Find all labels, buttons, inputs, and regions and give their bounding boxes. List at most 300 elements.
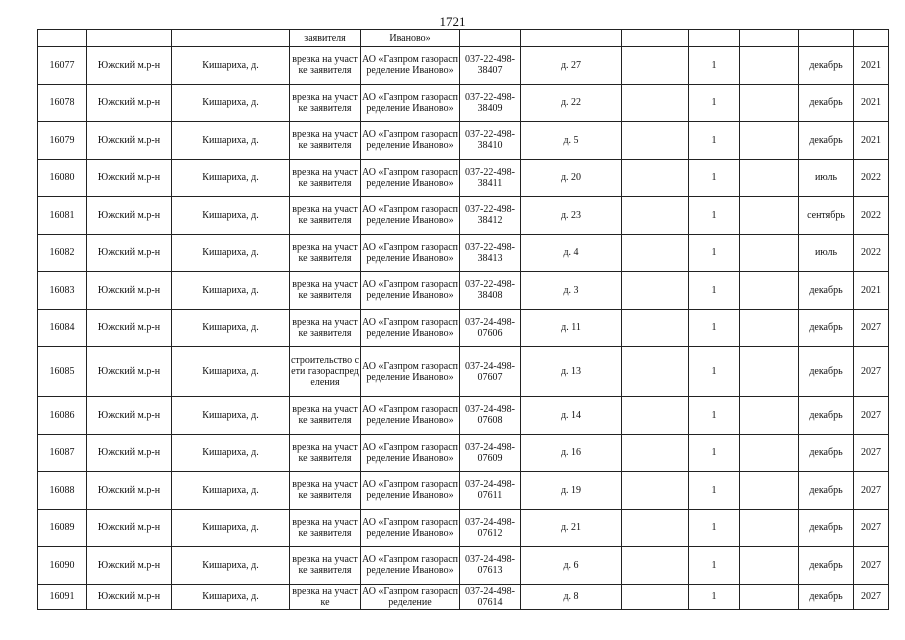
cell-blank	[740, 547, 799, 585]
cell-qty-text: 1	[711, 591, 717, 602]
cell-blank	[622, 547, 689, 585]
cell-qty-text: 1	[711, 59, 717, 71]
cell-blank	[740, 47, 799, 85]
cell-district	[87, 234, 172, 272]
cell-code-text: 037-22-498-38413	[465, 241, 515, 264]
cell-month	[799, 509, 854, 547]
cell-house-text: д. 14	[560, 409, 582, 421]
cell-house-text: д. 21	[560, 522, 582, 534]
cell-qty	[689, 584, 740, 609]
cell-qty	[689, 547, 740, 585]
table-row	[38, 234, 889, 272]
cell-work-text: врезка на участке заявителя	[292, 404, 358, 427]
cell-year-text: 2027	[861, 322, 881, 334]
cell-work	[290, 509, 361, 547]
cell-year	[854, 509, 889, 547]
cell-num-text: 16081	[49, 209, 75, 221]
cell-house-text: д. 16	[560, 447, 582, 459]
cell-blank	[622, 309, 689, 347]
cell-year	[854, 30, 889, 47]
cell-org	[361, 347, 460, 397]
cell-blank	[622, 472, 689, 510]
cell-qty-text: 1	[711, 134, 717, 146]
cell-org-text: АО «Газпром газораспределение Иваново»	[361, 241, 458, 264]
table-row	[38, 159, 889, 197]
cell-month	[799, 584, 854, 609]
cell-house-text: д. 6	[563, 559, 579, 571]
cell-org	[361, 509, 460, 547]
cell-district	[87, 509, 172, 547]
cell-year	[854, 547, 889, 585]
cell-village-text: Кишариха, д.	[202, 366, 259, 377]
cell-work-text: врезка на участке заявителя	[292, 54, 358, 77]
cell-blank	[740, 84, 799, 122]
cell-blank	[622, 30, 689, 47]
cell-org-text: АО «Газпром газораспределение Иваново»	[361, 129, 458, 152]
cell-district-text: Южский м.р-н	[97, 559, 161, 571]
cell-qty	[689, 197, 740, 235]
cell-code	[460, 47, 521, 85]
cell-village-text: Кишариха, д.	[202, 409, 259, 421]
cell-work	[290, 472, 361, 510]
cell-village	[172, 309, 290, 347]
cell-qty-text: 1	[711, 97, 717, 109]
table-row	[38, 347, 889, 397]
cell-year-text: 2022	[861, 209, 881, 221]
cell-work-text: врезка на участке заявителя	[292, 166, 358, 189]
cell-house	[521, 122, 622, 160]
cell-village	[172, 347, 290, 397]
cell-work	[290, 159, 361, 197]
cell-house	[521, 472, 622, 510]
cell-qty-text: 1	[711, 484, 717, 496]
cell-month	[799, 547, 854, 585]
cell-num-text: 16080	[49, 172, 75, 184]
cell-village-text: Кишариха, д.	[202, 591, 259, 602]
cell-village	[172, 30, 290, 47]
cell-month-text: декабрь	[809, 284, 843, 296]
cell-work	[290, 122, 361, 160]
cell-year	[854, 472, 889, 510]
cell-year-text: 2021	[861, 134, 881, 146]
cell-code-text: 037-22-498-38409	[465, 91, 515, 114]
cell-month	[799, 347, 854, 397]
cell-blank	[740, 434, 799, 472]
cell-num	[38, 234, 87, 272]
cell-org-text: АО «Газпром газораспределение Иваново»	[361, 516, 458, 539]
cell-blank	[622, 347, 689, 397]
cell-code-text: 037-24-498-07606	[465, 316, 515, 339]
cell-blank	[740, 397, 799, 435]
cell-year-text: 2021	[861, 284, 881, 296]
cell-village-text: Кишариха, д.	[202, 209, 259, 221]
cell-num	[38, 197, 87, 235]
cell-month-text: декабрь	[809, 447, 843, 459]
cell-qty	[689, 309, 740, 347]
cell-org	[361, 30, 460, 47]
cell-month-text: декабрь	[809, 522, 843, 534]
cell-qty-text: 1	[711, 447, 717, 459]
cell-house-text: д. 22	[560, 97, 582, 109]
cell-num	[38, 472, 87, 510]
cell-work-text: врезка на участке заявителя	[292, 441, 358, 464]
cell-num	[38, 84, 87, 122]
cell-house-text: д. 20	[560, 172, 582, 184]
cell-blank	[622, 47, 689, 85]
cell-month-text: декабрь	[809, 366, 843, 377]
cell-house	[521, 197, 622, 235]
cell-house	[521, 309, 622, 347]
cell-village-text: Кишариха, д.	[202, 322, 259, 334]
cell-year	[854, 309, 889, 347]
cell-month	[799, 234, 854, 272]
cell-month	[799, 159, 854, 197]
cell-village	[172, 84, 290, 122]
cell-work-text: врезка на участке заявителя	[292, 129, 358, 152]
cell-month	[799, 272, 854, 310]
cell-district-text: Южский м.р-н	[97, 97, 161, 109]
cell-work	[290, 584, 361, 609]
cell-year	[854, 584, 889, 609]
cell-district	[87, 434, 172, 472]
cell-year-text: 2022	[861, 247, 881, 259]
cell-org	[361, 397, 460, 435]
cell-work	[290, 547, 361, 585]
cell-qty-text: 1	[711, 409, 717, 421]
cell-district-text: Южский м.р-н	[97, 284, 161, 296]
cell-district	[87, 584, 172, 609]
cell-year	[854, 347, 889, 397]
cell-org-text: АО «Газпром газораспределение	[361, 585, 458, 608]
cell-village-text: Кишариха, д.	[202, 284, 259, 296]
cell-qty	[689, 159, 740, 197]
cell-blank	[622, 122, 689, 160]
table-row	[38, 509, 889, 547]
cell-house	[521, 547, 622, 585]
cell-work	[290, 234, 361, 272]
cell-org	[361, 272, 460, 310]
cell-village	[172, 272, 290, 310]
cell-qty	[689, 122, 740, 160]
cell-num	[38, 122, 87, 160]
cell-house-text: д. 13	[560, 366, 582, 377]
cell-month	[799, 309, 854, 347]
cell-village-text: Кишариха, д.	[202, 247, 259, 259]
cell-year	[854, 159, 889, 197]
cell-org	[361, 84, 460, 122]
cell-org	[361, 472, 460, 510]
table-row	[38, 434, 889, 472]
cell-qty	[689, 234, 740, 272]
cell-org	[361, 434, 460, 472]
cell-org	[361, 584, 460, 609]
cell-qty-text: 1	[711, 366, 717, 377]
cell-district	[87, 397, 172, 435]
cell-village	[172, 197, 290, 235]
cell-num	[38, 159, 87, 197]
cell-village	[172, 547, 290, 585]
cell-village	[172, 584, 290, 609]
cell-house	[521, 272, 622, 310]
cell-village-text: Кишариха, д.	[202, 559, 259, 571]
cell-month-text: декабрь	[809, 409, 843, 421]
cell-blank	[622, 509, 689, 547]
cell-qty	[689, 472, 740, 510]
table-body	[38, 30, 889, 610]
cell-qty-text: 1	[711, 559, 717, 571]
cell-village-text: Кишариха, д.	[202, 59, 259, 71]
cell-code	[460, 584, 521, 609]
cell-district	[87, 472, 172, 510]
table-row	[38, 397, 889, 435]
cell-code-text: 037-22-498-38407	[465, 54, 515, 77]
table-row	[38, 547, 889, 585]
cell-code	[460, 30, 521, 47]
cell-blank	[622, 197, 689, 235]
cell-work	[290, 397, 361, 435]
cell-num-text: 16087	[49, 447, 75, 459]
table-row	[38, 584, 889, 609]
cell-code	[460, 234, 521, 272]
cell-year	[854, 84, 889, 122]
cell-work-text: врезка на участке заявителя	[292, 241, 358, 264]
cell-blank	[622, 397, 689, 435]
cell-house-text: д. 8	[563, 591, 579, 602]
cell-house-text: д. 23	[560, 209, 582, 221]
cell-code	[460, 509, 521, 547]
cell-num	[38, 434, 87, 472]
cell-village-text: Кишариха, д.	[202, 447, 259, 459]
cell-work	[290, 309, 361, 347]
cell-work-text: врезка на участке заявителя	[292, 554, 358, 577]
cell-district-text: Южский м.р-н	[97, 366, 161, 377]
cell-blank	[740, 159, 799, 197]
cell-work-text: врезка на участке заявителя	[292, 204, 358, 227]
cell-year-text: 2027	[861, 447, 881, 459]
cell-blank	[622, 234, 689, 272]
cell-blank	[740, 234, 799, 272]
cell-qty-text: 1	[711, 522, 717, 534]
cell-qty	[689, 509, 740, 547]
cell-num-text: 16091	[49, 591, 75, 602]
cell-qty-text: 1	[711, 209, 717, 221]
cell-work-text: врезка на участке заявителя	[292, 479, 358, 502]
cell-org-text: АО «Газпром газораспределение Иваново»	[361, 554, 458, 577]
cell-num-text: 16090	[49, 559, 75, 571]
table-row	[38, 272, 889, 310]
cell-code-text: 037-24-498-07612	[465, 516, 515, 539]
cell-month	[799, 197, 854, 235]
cell-num-text: 16083	[49, 284, 75, 296]
cell-qty	[689, 397, 740, 435]
cell-district	[87, 197, 172, 235]
cell-code	[460, 197, 521, 235]
cell-work-text: врезка на участке	[292, 585, 358, 608]
cell-blank	[740, 472, 799, 510]
cell-district	[87, 547, 172, 585]
cell-code-text: 037-24-498-07609	[465, 441, 515, 464]
cell-org-text: АО «Газпром газораспределение Иваново»	[361, 166, 458, 189]
cell-code	[460, 397, 521, 435]
cell-qty	[689, 30, 740, 47]
cell-code-text: 037-22-498-38408	[465, 279, 515, 302]
cell-year	[854, 397, 889, 435]
cell-house-text: д. 19	[560, 484, 582, 496]
cell-org-text: АО «Газпром газораспределение Иваново»	[361, 316, 458, 339]
cell-blank	[622, 84, 689, 122]
cell-house-text: д. 27	[560, 59, 582, 71]
cell-month-text: июль	[814, 172, 838, 184]
cell-district-text: Южский м.р-н	[97, 59, 161, 71]
cell-org	[361, 159, 460, 197]
cell-org-text: АО «Газпром газораспределение Иваново»	[361, 441, 458, 464]
table-row	[38, 472, 889, 510]
cell-house	[521, 159, 622, 197]
cell-code-text: 037-22-498-38411	[465, 166, 515, 189]
cell-district-text: Южский м.р-н	[97, 134, 161, 146]
cell-code	[460, 122, 521, 160]
cell-month	[799, 47, 854, 85]
cell-qty	[689, 47, 740, 85]
cell-code	[460, 159, 521, 197]
cell-num-text: 16084	[49, 322, 75, 334]
cell-month	[799, 30, 854, 47]
cell-blank	[740, 30, 799, 47]
cell-code	[460, 547, 521, 585]
cell-village	[172, 509, 290, 547]
cell-house-text: д. 11	[561, 322, 581, 334]
cell-num	[38, 272, 87, 310]
cell-qty	[689, 347, 740, 397]
cell-work	[290, 272, 361, 310]
page-number: 1721	[439, 14, 466, 29]
cell-house	[521, 30, 622, 47]
cell-qty-text: 1	[711, 322, 717, 334]
cell-year-text: 2027	[861, 591, 881, 602]
cell-num	[38, 584, 87, 609]
cell-year-text: 2027	[861, 366, 881, 377]
cell-village-text: Кишариха, д.	[202, 172, 259, 184]
cell-blank	[622, 159, 689, 197]
cell-qty-text: 1	[711, 284, 717, 296]
cell-blank	[740, 197, 799, 235]
cell-district	[87, 309, 172, 347]
cell-work-text: врезка на участке заявителя	[292, 316, 358, 339]
cell-org-text: АО «Газпром газораспределение Иваново»	[361, 91, 458, 114]
cell-village	[172, 434, 290, 472]
cell-work	[290, 197, 361, 235]
cell-num-text: 16089	[49, 522, 75, 534]
cell-month	[799, 122, 854, 160]
cell-work-text: строительство сети газораспределения	[290, 355, 360, 388]
cell-year-text: 2021	[861, 59, 881, 71]
cell-district	[87, 347, 172, 397]
cell-month-text: декабрь	[809, 59, 843, 71]
cell-district	[87, 272, 172, 310]
cell-month-text: июль	[814, 247, 838, 259]
cell-year-text: 2027	[861, 484, 881, 496]
cell-house	[521, 584, 622, 609]
cell-year	[854, 434, 889, 472]
cell-qty-text: 1	[711, 172, 717, 184]
cell-year	[854, 272, 889, 310]
cell-code	[460, 472, 521, 510]
cell-blank	[740, 347, 799, 397]
cell-village	[172, 397, 290, 435]
cell-num-text: 16086	[49, 409, 75, 421]
cell-house	[521, 434, 622, 472]
cell-num-text: 16079	[49, 134, 75, 146]
cell-work	[290, 30, 361, 47]
cell-num-text: 16078	[49, 97, 75, 109]
cell-qty	[689, 434, 740, 472]
cell-month-text: декабрь	[809, 134, 843, 146]
cell-num-text: 16077	[49, 59, 75, 71]
gas-connection-table	[37, 29, 889, 610]
cell-org-text: АО «Газпром газораспределение Иваново»	[361, 54, 458, 77]
cell-code-text: 037-24-498-07613	[465, 554, 515, 577]
cell-qty	[689, 272, 740, 310]
cell-village-text: Кишариха, д.	[202, 522, 259, 534]
cell-code	[460, 309, 521, 347]
cell-num-text: 16085	[49, 366, 75, 377]
cell-house-text: д. 3	[563, 284, 579, 296]
cell-village-text: Кишариха, д.	[202, 97, 259, 109]
cell-code-text: 037-22-498-38410	[465, 129, 515, 152]
cell-work-text: заявителя	[304, 32, 346, 44]
cell-org	[361, 547, 460, 585]
cell-code	[460, 434, 521, 472]
cell-month-text: декабрь	[809, 322, 843, 334]
cell-village	[172, 159, 290, 197]
cell-month	[799, 472, 854, 510]
cell-code-text: 037-24-498-07607	[465, 360, 515, 383]
cell-work	[290, 434, 361, 472]
cell-code-text: 037-22-498-38412	[465, 204, 515, 227]
cell-code	[460, 272, 521, 310]
cell-num	[38, 347, 87, 397]
cell-work	[290, 84, 361, 122]
cell-village-text: Кишариха, д.	[202, 484, 259, 496]
cell-org-text: АО «Газпром газораспределение Иваново»	[361, 279, 458, 302]
cell-district	[87, 84, 172, 122]
cell-year	[854, 197, 889, 235]
table-row	[38, 197, 889, 235]
cell-house	[521, 234, 622, 272]
cell-village	[172, 234, 290, 272]
cell-house	[521, 347, 622, 397]
cell-year-text: 2021	[861, 97, 881, 109]
cell-district-text: Южский м.р-н	[97, 322, 161, 334]
cell-org	[361, 234, 460, 272]
cell-org	[361, 197, 460, 235]
cell-blank	[622, 434, 689, 472]
cell-work	[290, 47, 361, 85]
cell-district-text: Южский м.р-н	[97, 247, 161, 259]
cell-work-text: врезка на участке заявителя	[292, 91, 358, 114]
table-row	[38, 309, 889, 347]
cell-work	[290, 347, 361, 397]
table-row	[38, 84, 889, 122]
cell-blank	[740, 309, 799, 347]
cell-district	[87, 122, 172, 160]
cell-district	[87, 47, 172, 85]
cell-month	[799, 84, 854, 122]
cell-code-text: 037-24-498-07608	[465, 404, 515, 427]
cell-blank	[740, 122, 799, 160]
cell-district-text: Южский м.р-н	[97, 447, 161, 459]
cell-org-text: АО «Газпром газораспределение Иваново»	[361, 479, 458, 502]
